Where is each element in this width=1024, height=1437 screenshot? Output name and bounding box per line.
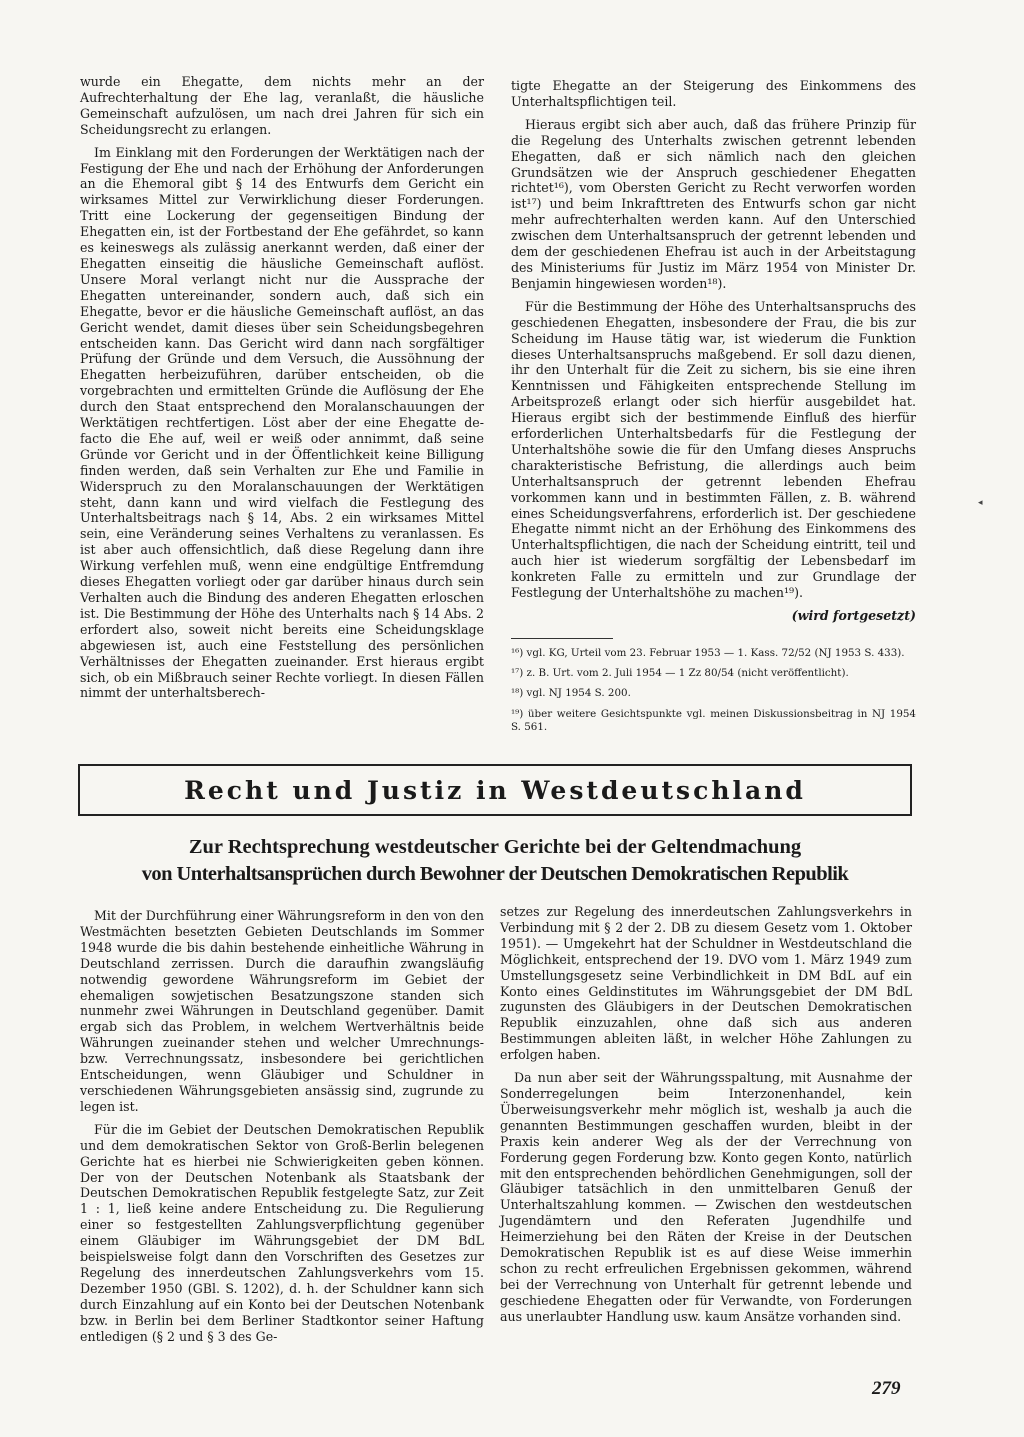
footnote-19: ¹⁹) über weitere Gesichtspunkte vgl. meinen Diskussionsbeitrag in NJ 1954 S. 561. [511,707,916,733]
footnote-18: ¹⁸) vgl. NJ 1954 S. 200. [511,687,631,700]
section-banner: Recht und Justiz in Westdeutschland [78,764,912,816]
article-title-line-2: von Unterhaltsansprüchen durch Bewohner der Deutschen Demokratischen Republik [141,863,849,885]
article-title-line-1: Zur Rechtsprechung westdeutscher Gerichte bei der Geltendmachung [188,836,802,858]
top-right-column [511,78,916,734]
paragraph: wurde ein Ehegatte, dem nichts mehr an der Aufrechterhaltung der Ehe lag, veranlaßt, die häusliche Gemeinschaft aufzulösen, um nach drei Jahren für sich ein Scheidungsrecht zu erlangen. [80,74,484,137]
paragraph: Im Einklang mit den Forderungen der Werktätigen nach der Festigung der Ehe und nach der Erhöhung der Anforderungen an die Ehemoral gibt § 14 des Entwurfs dem Gericht ein wirksames Mittel zur Verwirklichung dieser Forderungen. Tritt eine Lockerung der gegenseitigen Bindung der Ehegatten ein, ist der Fortbestand der Ehe gefährdet, so kann es keineswegs als zulässig anerkannt werden, daß einer der Ehegatten einseitig die häusliche Gemeinschaft auflöst. Unsere Moral verlangt nicht nur die Aussprache der Ehegatten untereinander, sondern auch, daß sich ein Ehegatte, bevor er die häusliche Gemeinschaft auflöst, an das Gericht wendet, damit dieses über sein Scheidungsbegehren entscheiden kann. Das Gericht wird dann nach sorgfältiger Prüfung der Gründe und dem Versuch, die Aussöhnung der Ehegatten herbeizuführen, darüber entscheiden, ob die vorgebrachten und ermittelten Gründe die Auflösung der Ehe durch den Staat entsprechend den Moralanschauungen der Werktätigen rechtfertigen. Löst aber der eine Ehegatte de-facto die Ehe auf, weil er weiß oder annimmt, daß seine Gründe vor Gericht und in der Öffentlichkeit keine Billigung finden werden, daß sein Verhalten zur Ehe und Familie in Widerspruch zu den Moralanschauungen der Werktätigen steht, dann kann und wird vielfach die Festlegung des Unterhaltsbeitrags nach § 14, Abs. 2 ein wirksames Mittel sein, eine Veränderung seines Verhaltens zu veranlassen. Es ist aber auch offensichtlich, daß diese Regelung dann ihre Wirkung verfehlen muß, wenn eine endgültige Entfremdung dieses Ehegatten vorliegt oder gar darüber hinaus durch sein Verhalten auch die Bindung des anderen Ehegatten erloschen ist. Die Bestimmung der Höhe des Unterhalts nach § 14 Abs. 2 erfordert also, soweit nicht bereits eine Scheidungsklage abgewiesen ist, auch eine Feststellung des persönlichen Verhältnisses der Ehegatten zueinander. Erst hieraus ergibt sich, ob ein Mißbrauch seiner Rechte vorliegt. In diesen Fällen nimmt der unterhaltsberech- [80,144,484,701]
continued-note: (wird fortgesetzt) [791,608,916,623]
bottom-left-column [80,908,484,1344]
paragraph: tigte Ehegatte an der Steigerung des Einkommens des Unterhaltspflichtigen teil. [511,78,916,109]
paragraph: setzes zur Regelung des innerdeutschen Zahlungsverkehrs in Verbindung mit § 2 der 2. DB zu diesem Gesetz vom 1. Oktober 1951). — Umgekehrt hat der Schuldner in Westdeutschland die Möglichkeit, entsprechend der 19. DVO vom 1. März 1949 zum Umstellungsgesetz seine Verbindlichkeit in DM BdL auf ein Konto eines Geldinstitutes im Währungsgebiet der DM BdL zugunsten des Gläubigers in der Deutschen Demokratischen Republik einzuzahlen, ohne daß sich aus anderen Bestimmungen ableiten läßt, in welcher Höhe Zahlungen zu erfolgen haben. [500,904,912,1063]
print-speck-icon: ◂ [978,498,983,508]
top-left-column [80,74,484,701]
paragraph: Für die im Gebiet der Deutschen Demokratischen Republik und dem demokratischen Sektor von Groß-Berlin belegenen Gerichte hat es hierbei nie Schwierigkeiten geben können. Der von der Deutschen Notenbank als Staatsbank der Deutschen Demokratischen Republik festgelegte Satz, zur Zeit 1 : 1, ließ keine andere Entscheidung zu. Die Regulierung einer so festgestellten Zahlungsverpflichtung gegenüber einem Gläubiger im Währungsgebiet der DM BdL beispielsweise folgt dann den Vorschriften des Gesetzes zur Regelung des innerdeutschen Zahlungsverkehrs vom 15. Dezember 1950 (GBl. S. 1202), d. h. der Schuldner kann sich durch Einzahlung auf ein Konto bei der Deutschen Notenbank bzw. in Berlin bei dem Berliner Stadtkontor seiner Haftung entledigen (§ 2 und § 3 des Ge- [80,1121,484,1344]
paragraph: Hieraus ergibt sich aber auch, daß das frühere Prinzip für die Regelung des Unterhalts zwischen getrennt lebenden Ehegatten, daß er sich nämlich nach den gleichen Grundsätzen wie der Anspruch geschiedener Ehegatten richtet¹⁶), vom Obersten Gericht zu Recht verworfen worden ist¹⁷) und beim Inkrafttreten des Entwurfs schon gar nicht mehr aufrechterhalten werden kann. Auf den Unterschied zwischen dem Unterhaltsanspruch der getrennt lebenden und dem der geschiedenen Ehefrau ist auch in der Arbeitstagung des Ministeriums für Justiz im März 1954 von Minister Dr. Benjamin hingewiesen worden¹⁸). [511,116,916,291]
page-number: 279 [872,1378,901,1399]
paragraph: Mit der Durchführung einer Währungsreform in den von den Westmächten besetzten Gebieten Deutschlands im Sommer 1948 wurde die bis dahin bestehende einheitliche Währung in Deutschland zerrissen. Durch die daraufhin zwangsläufig notwendig gewordene Währungsreform im Gebiet der ehemaligen sowjetischen Besatzungszone standen sich nunmehr zwei Währungen in Deutschland gegenüber. Damit ergab sich das Problem, in welchem Wertverhältnis beide Währungen zueinander stehen und welcher Umrechnungs- bzw. Verrechnungssatz, insbesondere bei gerichtlichen Entscheidungen, wenn Gläubiger und Schuldner in verschiedenen Währungsgebieten ansässig sind, zugrunde zu legen ist. [80,908,484,1114]
paragraph: Für die Bestimmung der Höhe des Unterhaltsanspruchs des geschiedenen Ehegatten, insbesondere der Frau, die bis zur Scheidung im Hause tätig war, ist wiederum die Funktion dieses Unterhaltsanspruchs maßgebend. Er soll dazu dienen, ihr den Unterhalt für die Zeit zu sichern, bis sie eine ihren Kenntnissen und Fähigkeiten entsprechende Stellung im Arbeitsprozeß erlangt oder sich hierfür ausgebildet hat. Hieraus ergibt sich der bestimmende Einfluß des hierfür erforderlichen Unterhaltsbedarfs für die Festlegung der Unterhaltshöhe sowie die für den Umfang dieses Anspruchs charakteristische Befristung, die allerdings auch beim Unterhaltsanspruch der getrennt lebenden Ehefrau vorkommen kann und in bestimmten Fällen, z. B. während eines Scheidungsverfahrens, erforderlich ist. Der geschiedene Ehegatte nimmt nicht an der Erhöhung des Einkommens des Unterhaltspflichtigen, die nach der Scheidung eintritt, teil und auch hier ist wiederum sorgfältig der Lebensbedarf im konkreten Falle zu ermitteln und zur Grundlage der Festlegung der Unterhaltshöhe zu machen¹⁹). [511,298,916,601]
footnote-divider [511,638,613,639]
bottom-right-column [500,904,912,1325]
footnote-17: ¹⁷) z. B. Urt. vom 2. Juli 1954 — 1 Zz 80/54 (nicht veröffentlicht). [511,667,849,680]
footnote-16: ¹⁶) vgl. KG, Urteil vom 23. Februar 1953 — 1. Kass. 72/52 (NJ 1953 S. 433). [511,646,905,659]
article-title [70,834,920,888]
paragraph: Da nun aber seit der Währungsspaltung, mit Ausnahme der Sonderregelungen beim Interzonenhandel, kein Überweisungsverkehr mehr möglich ist, weshalb ja auch die genannten Bestimmungen geschaffen wurden, bleibt in der Praxis kein anderer Weg als der der Verrechnung von Forderung gegen Forderung bzw. Konto gegen Konto, natürlich mit den entsprechenden behördlichen Genehmigungen, soll der Gläubiger tatsächlich in den unmittelbaren Genuß der Unterhaltszahlung kommen. — Zwischen den westdeutschen Jugendämtern und den Referaten Jugendhilfe und Heimerziehung bei den Räten der Kreise in der Deutschen Demokratischen Republik ist es auf diese Weise immerhin schon zu recht erfreulichen Ergebnissen gekommen, während bei der Verrechnung von Unterhalt für getrennt lebende und geschiedene Ehegatten oder für Verwandte, von Forderungen aus unerlaubter Handlung usw. kaum Ansätze vorhanden sind. [500,1070,912,1324]
